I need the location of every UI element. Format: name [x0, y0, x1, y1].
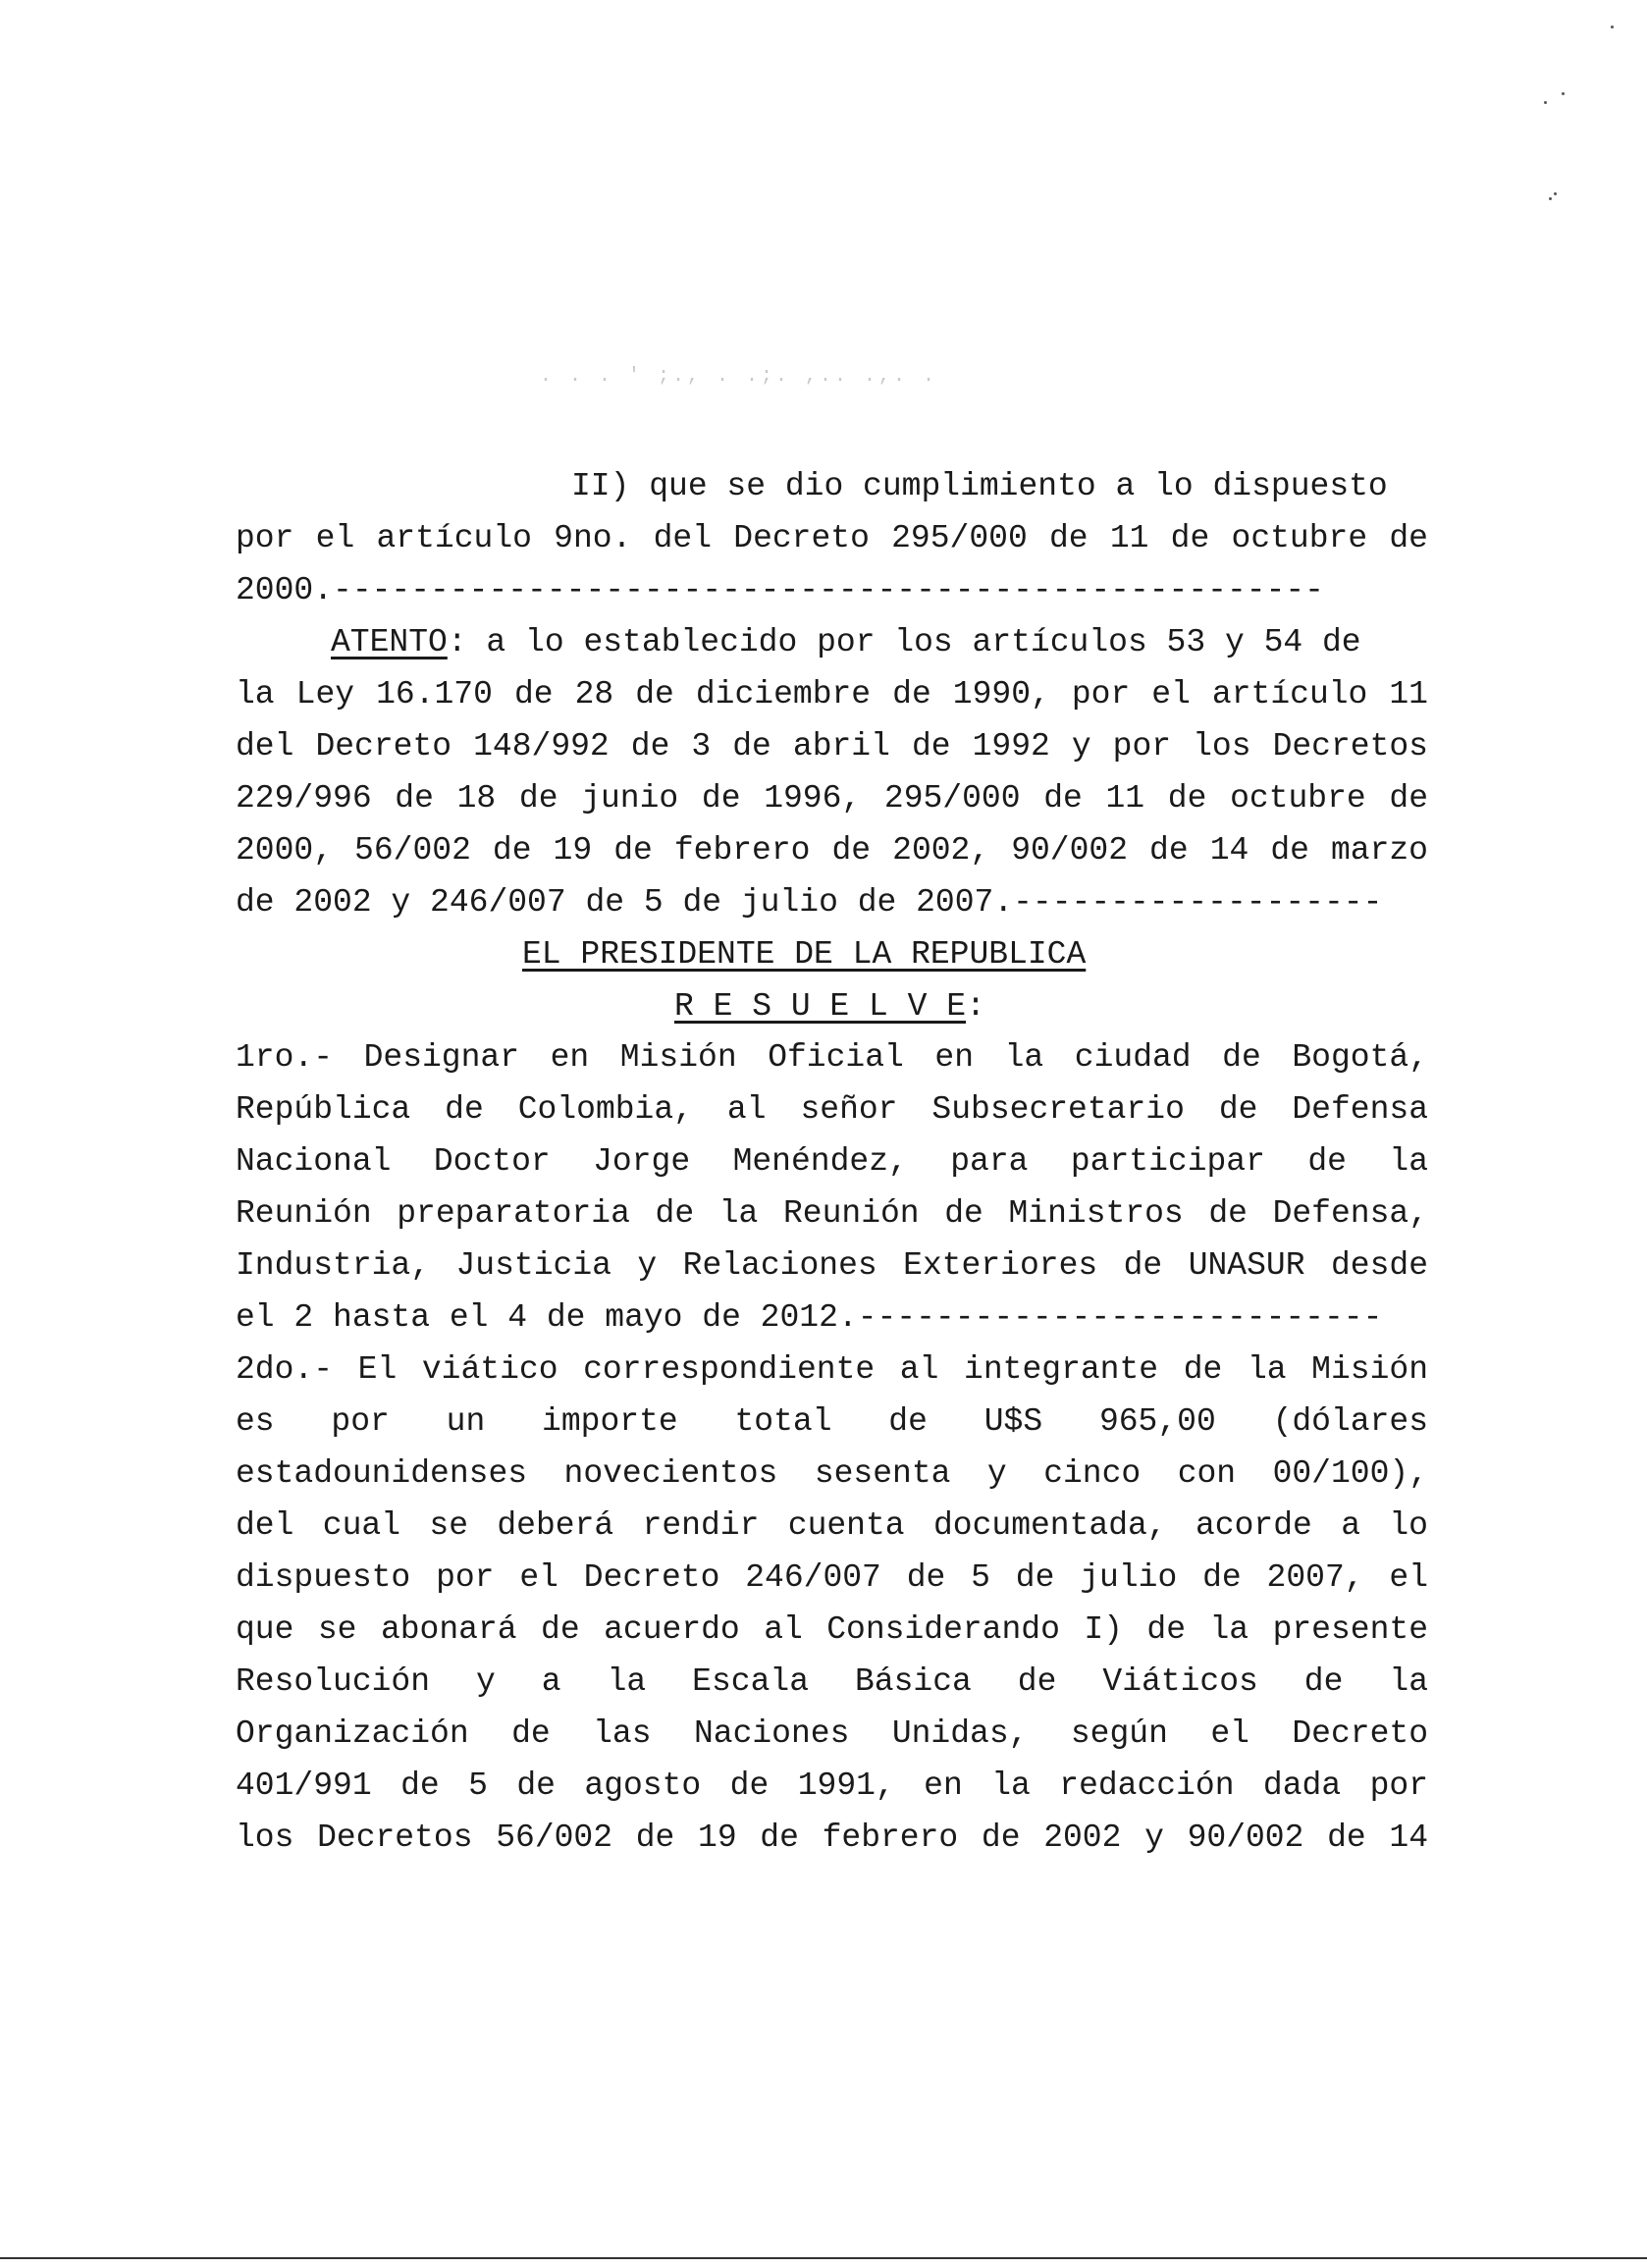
atento-line-4: 229/996 de 18 de junio de 1996, 295/000 de 11 de octubre de — [236, 780, 1428, 817]
scan-speck — [1611, 26, 1614, 28]
atento-label: ATENTO — [331, 624, 448, 660]
atento-line-6: de 2002 y 246/007 de 5 de julio de 2007.------------------- — [236, 884, 1383, 921]
item2-line-10: los Decretos 56/002 de 19 de febrero de 2002 y 90/002 de 14 — [236, 1820, 1428, 1856]
item2-line-9: 401/991 de 5 de agosto de 1991, en la redacción dada por — [236, 1767, 1428, 1804]
scan-speck — [1562, 92, 1565, 95]
atento-first-text: : a lo establecido por los artículos 53 y 54 de — [447, 624, 1361, 660]
resuelve-word: R E S U E L V E — [674, 988, 967, 1025]
item2-line-3: estadounidenses novecientos sesenta y cinco con 00/100), — [236, 1455, 1428, 1492]
item2-line-1: 2do.- El viático correspondiente al integrante de la Misión — [236, 1351, 1428, 1388]
item2-line-4: del cual se deberá rendir cuenta documentada, acorde a lo — [236, 1507, 1428, 1544]
atento-line-3: del Decreto 148/992 de 3 de abril de 1992 y por los Decretos — [236, 728, 1428, 765]
page-bottom-rule — [0, 2257, 1647, 2259]
item1-line-3: Nacional Doctor Jorge Menéndez, para participar de la — [236, 1143, 1428, 1180]
scan-speck — [1544, 101, 1547, 104]
item2-line-6: que se abonará de acuerdo al Considerando I) de la presente — [236, 1611, 1428, 1648]
item2-line-7: Resolución y a la Escala Básica de Viáticos de la — [236, 1663, 1428, 1700]
item2-line-5: dispuesto por el Decreto 246/007 de 5 de julio de 2007, el — [236, 1559, 1428, 1596]
president-heading: EL PRESIDENTE DE LA REPUBLICA — [522, 936, 1087, 973]
scan-speck — [1554, 192, 1557, 195]
atento-line-5: 2000, 56/002 de 19 de febrero de 2002, 90/002 de 14 de marzo — [236, 832, 1428, 869]
item2-line-2: es por un importe total de U$S 965,00 (dólares — [236, 1403, 1428, 1440]
considerando-ii-line-2: por el artículo 9no. del Decreto 295/000 de 11 de octubre de — [236, 520, 1428, 556]
resuelve-colon: : — [966, 988, 985, 1025]
atento-line-2: la Ley 16.170 de 28 de diciembre de 1990, por el artículo 11 — [236, 676, 1428, 712]
faint-header-smudge: . . . ' ;., . .;. ,.. .,. . — [540, 365, 938, 388]
item1-line-5: Industria, Justicia y Relaciones Exteriores de UNASUR desde — [236, 1247, 1428, 1284]
resuelve-heading — [674, 985, 1067, 1029]
item1-line-4: Reunión preparatoria de la Reunión de Ministros de Defensa, — [236, 1195, 1428, 1232]
atento-line-1 — [331, 621, 1428, 664]
scan-speck — [1549, 197, 1552, 200]
item2-line-8: Organización de las Naciones Unidas, según el Decreto — [236, 1715, 1428, 1752]
item1-line-2: República de Colombia, al señor Subsecretario de Defensa — [236, 1091, 1428, 1128]
item1-line-6: el 2 hasta el 4 de mayo de 2012.--------------------------- — [236, 1299, 1383, 1336]
considerando-ii-line-1: II) que se dio cumplimiento a lo dispuesto — [571, 468, 1388, 504]
considerando-ii-line-3: 2000.--------------------------------------------------- — [236, 572, 1324, 608]
item1-line-1: 1ro.- Designar en Misión Oficial en la ciudad de Bogotá, — [236, 1039, 1428, 1076]
